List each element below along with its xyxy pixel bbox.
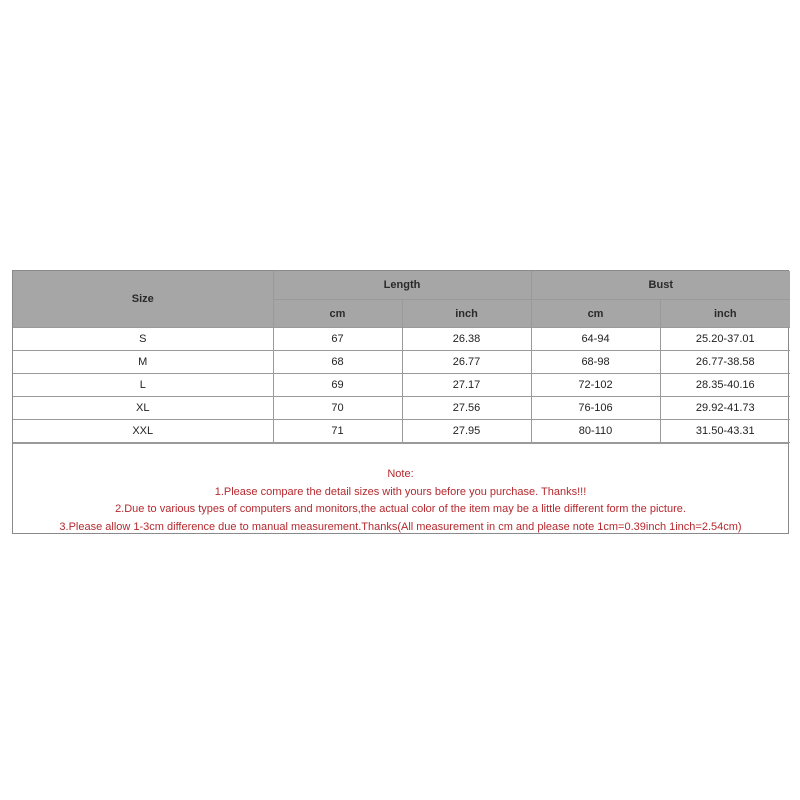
- note-line-1: 1.Please compare the detail sizes with yours before you purchase. Thanks!!!: [214, 485, 587, 498]
- size-cell: XL: [13, 397, 273, 420]
- bust-cm-cell: 64-94: [531, 328, 660, 351]
- note-line-3: 3.Please allow 1-3cm difference due to manual measurement.Thanks(All measurement in cm and please note 1cm=0.39inch 1inch=2.54cm): [59, 520, 742, 533]
- length-inch-cell: 27.56: [402, 397, 531, 420]
- size-cell: L: [13, 374, 273, 397]
- notes-section: [13, 443, 788, 533]
- size-chart: [12, 270, 789, 534]
- header-row-groups: [13, 271, 790, 300]
- note-line-2: 2.Due to various types of computers and monitors,the actual color of the item may be a little different form the picture.: [115, 503, 686, 515]
- table-row: [13, 397, 790, 420]
- length-inch-cell: 27.17: [402, 374, 531, 397]
- table-row: [13, 374, 790, 397]
- size-table: [13, 271, 790, 443]
- bust-inch-cell: 28.35-40.16: [660, 374, 790, 397]
- bust-inch-cell: 31.50-43.31: [660, 420, 790, 443]
- length-inch-header: inch: [402, 300, 531, 328]
- length-cm-cell: 71: [273, 420, 402, 443]
- table-row: [13, 420, 790, 443]
- size-cell: XXL: [13, 420, 273, 443]
- note-title: Note:: [387, 468, 414, 480]
- bust-cm-cell: 72-102: [531, 374, 660, 397]
- bust-cm-cell: 80-110: [531, 420, 660, 443]
- length-cm-cell: 69: [273, 374, 402, 397]
- length-cm-cell: 67: [273, 328, 402, 351]
- bust-inch-cell: 26.77-38.58: [660, 351, 790, 374]
- bust-cm-header: cm: [531, 300, 660, 328]
- length-header: Length: [273, 271, 531, 300]
- bust-inch-header: inch: [660, 300, 790, 328]
- length-inch-cell: 26.77: [402, 351, 531, 374]
- bust-cm-cell: 68-98: [531, 351, 660, 374]
- table-row: [13, 328, 790, 351]
- length-cm-header: cm: [273, 300, 402, 328]
- bust-inch-cell: 25.20-37.01: [660, 328, 790, 351]
- length-cm-cell: 68: [273, 351, 402, 374]
- length-cm-cell: 70: [273, 397, 402, 420]
- size-cell: M: [13, 351, 273, 374]
- size-cell: S: [13, 328, 273, 351]
- bust-cm-cell: 76-106: [531, 397, 660, 420]
- table-row: [13, 351, 790, 374]
- length-inch-cell: 27.95: [402, 420, 531, 443]
- length-inch-cell: 26.38: [402, 328, 531, 351]
- bust-inch-cell: 29.92-41.73: [660, 397, 790, 420]
- bust-header: Bust: [531, 271, 790, 300]
- size-header: Size: [13, 271, 273, 328]
